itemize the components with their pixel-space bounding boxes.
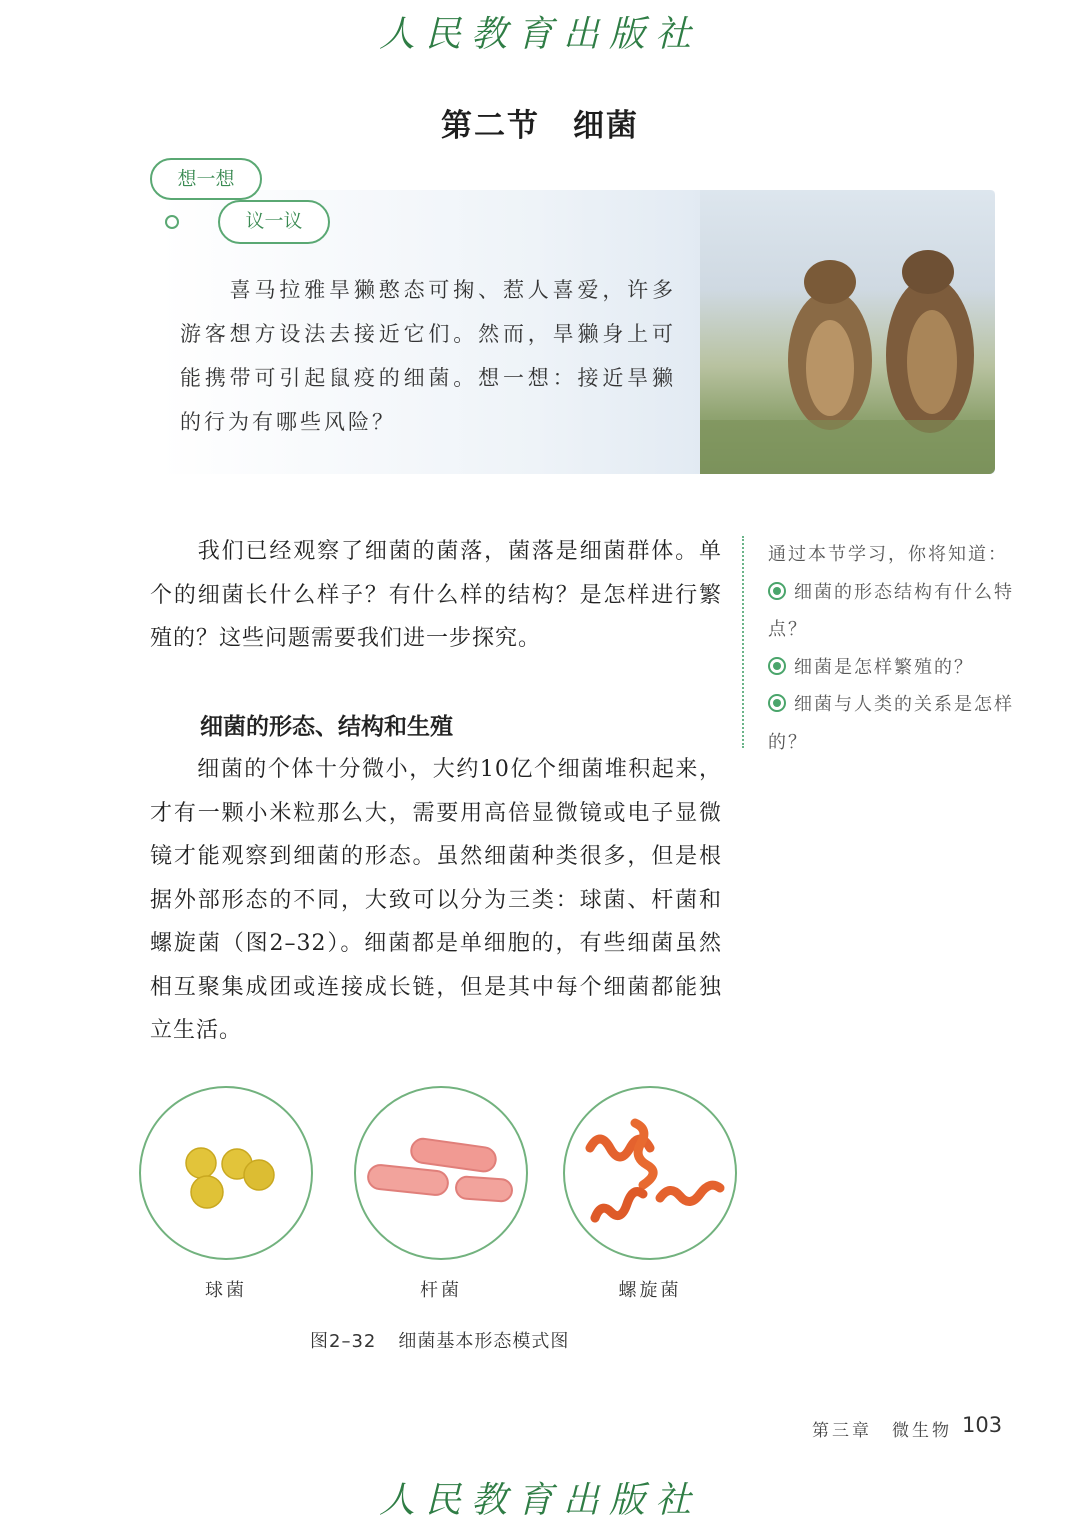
goal-text: 细菌与人类的关系是怎样的？ [768, 694, 1014, 753]
bullet-icon [768, 582, 786, 600]
bullet-icon [768, 657, 786, 675]
figure-number: 图2–32 [310, 1331, 377, 1352]
think-discuss-text: 喜马拉雅旱獭憨态可掬、惹人喜爱，许多游客想方设法去接近它们。然而，旱獭身上可能携带可引起鼠疫的细菌。想一想：接近旱獭的行为有哪些风险？ [180, 278, 676, 434]
publisher-watermark-bottom: 人民教育出版社 [378, 1480, 701, 1521]
section-title: 第二节 细菌 [441, 108, 639, 144]
intro-paragraph: 我们已经观察了细菌的菌落，菌落是细菌群体。单个的细菌长什么样子？有什么样的结构？是怎样进行繁殖的？这些问题需要我们进一步探究。 [150, 539, 722, 651]
figure-label: 球菌 [205, 1280, 247, 1301]
think-bubble: 想一想 [150, 158, 262, 200]
chapter-footer: 第三章 微生物 [812, 1421, 952, 1441]
bacillus-diagram [354, 1086, 528, 1260]
page-number: 103 [962, 1413, 1003, 1437]
marmot-photo [700, 190, 995, 474]
goal-item [768, 574, 1030, 649]
publisher-watermark-top: 人民教育出版社 [378, 14, 701, 55]
coccus-diagram [139, 1086, 313, 1260]
sidebar-intro: 通过本节学习，你将知道： [768, 544, 1008, 565]
learning-goals-sidebar [742, 536, 1030, 753]
marmot-illustration [700, 190, 995, 474]
goal-text: 细菌的形态结构有什么特点？ [768, 581, 1014, 640]
figure-label: 杆菌 [420, 1280, 462, 1301]
goal-text: 细菌是怎样繁殖的？ [794, 656, 974, 678]
goal-item [768, 649, 1030, 687]
spirillum-diagram [563, 1086, 737, 1260]
bullet-icon [768, 694, 786, 712]
body-paragraph: 细菌的个体十分微小，大约10亿个细菌堆积起来，才有一颗小米粒那么大，需要用高倍显微镜或电子显微镜才能观察到细菌的形态。虽然细菌种类很多，但是根据外部形态的不同，大致可以分为三类：球菌、杆菌和螺旋菌（图2–32）。细菌都是单细胞的，有些细菌虽然相互聚集成团或连接成长链，但是其中每个细菌都能独立生活。 [150, 757, 722, 1043]
goal-item [768, 686, 1030, 761]
thought-dot [165, 215, 179, 229]
subheading: 细菌的形态、结构和生殖 [200, 714, 453, 740]
figure-caption [310, 1327, 569, 1353]
figure-caption-text: 细菌基本形态模式图 [398, 1331, 570, 1352]
discuss-bubble: 议一议 [218, 200, 330, 244]
figure-label: 螺旋菌 [618, 1280, 682, 1301]
